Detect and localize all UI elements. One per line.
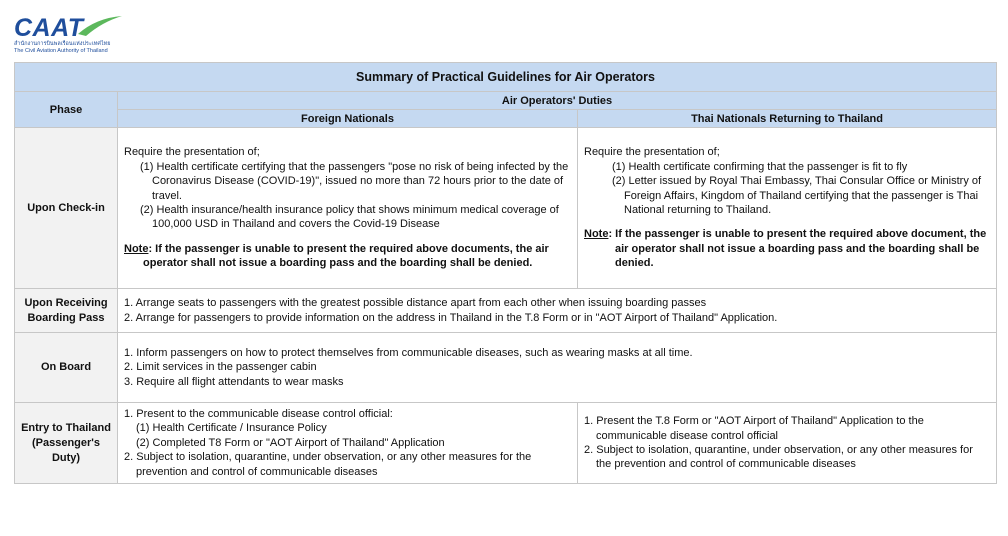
- note-text: : If the passenger is unable to present the required above document, the air operator shall not issue a boarding pass and the boarding shall be denied.: [608, 228, 987, 270]
- thai-nationals-header: Thai Nationals Returning to Thailand: [578, 110, 997, 128]
- onboard-item-3: 3. Require all flight attendants to wear masks: [124, 375, 344, 388]
- duties-header: Air Operators' Duties: [118, 92, 997, 110]
- entry-thai-cell: [578, 403, 997, 484]
- boarding-item-2: 2. Arrange for passengers to provide information on the address in Thailand in the T.8 Form or in "AOT Airport of Thailand" Application.: [124, 311, 778, 324]
- table-row-onboard: [15, 333, 997, 403]
- checkin-foreign-note: [124, 242, 571, 271]
- logo-subtitle-english: The Civil Aviation Authority of Thailand: [14, 48, 108, 54]
- table-title: Summary of Practical Guidelines for Air Operators: [15, 63, 997, 92]
- logo-wordmark: CAAT: [14, 14, 84, 42]
- header-row-1: [15, 92, 997, 110]
- onboard-item-1: 1. Inform passengers on how to protect themselves from communicable diseases, such as wearing masks at all time.: [124, 346, 693, 359]
- onboard-cell: [118, 333, 997, 403]
- phase-boarding: Upon Receiving Boarding Pass: [15, 289, 118, 333]
- entry-foreign-item-1: 1. Present to the communicable disease control official:: [124, 408, 393, 420]
- logo-subtitle: [14, 41, 110, 55]
- note-label: Note: [584, 228, 609, 241]
- boarding-cell: [118, 289, 997, 333]
- checkin-thai-intro: Require the presentation of;: [584, 146, 720, 159]
- note-label: Note: [124, 242, 149, 255]
- table-row-entry: [15, 403, 997, 484]
- entry-foreign-item-2: 2. Subject to isolation, quarantine, under observation, or any other measures for the prevention and control of communicable diseases: [124, 451, 532, 478]
- entry-thai-item-2: 2. Subject to isolation, quarantine, under observation, or any other measures for the prevention and control of communicable diseases: [584, 444, 973, 471]
- checkin-thai-item-1: (1) Health certificate confirming that the passenger is fit to fly: [612, 160, 908, 173]
- caat-logo: [14, 16, 124, 56]
- entry-foreign-sub-2: (2) Completed T8 Form or "AOT Airport of Thailand" Application: [136, 436, 445, 449]
- phase-onboard: On Board: [15, 333, 118, 403]
- checkin-foreign-cell: [118, 128, 578, 289]
- entry-foreign-cell: [118, 403, 578, 484]
- checkin-thai-cell: [578, 128, 997, 289]
- entry-foreign-sub-1: (1) Health Certificate / Insurance Policy: [136, 422, 327, 435]
- header-row-2: [15, 110, 997, 128]
- checkin-thai-note: [584, 227, 990, 270]
- table-row-checkin: [15, 128, 997, 289]
- logo-subtitle-thai: สำนักงานการบินพลเรือนแห่งประเทศไทย: [14, 41, 111, 47]
- boarding-item-1: 1. Arrange seats to passengers with the greatest possible distance apart from each other when issuing boarding passes: [124, 297, 707, 310]
- phase-entry: Entry to Thailand (Passenger's Duty): [15, 403, 118, 484]
- checkin-foreign-item-1: (1) Health certificate certifying that the passengers "pose no risk of being infected by the Coronavirus Disease (COVID-19)", issued no more than 72 hours prior to the date of travel.: [140, 160, 569, 202]
- checkin-foreign-item-2: (2) Health insurance/health insurance policy that shows minimum medical coverage of 100,000 USD in Thailand and covers the Covid-19 Disease: [140, 204, 559, 231]
- note-text: : If the passenger is unable to present the required above documents, the air operator shall not issue a boarding pass and the boarding shall be denied.: [143, 242, 549, 270]
- table-row-boarding: [15, 289, 997, 333]
- phase-header: Phase: [15, 92, 118, 128]
- phase-checkin: Upon Check-in: [15, 128, 118, 289]
- title-row: [15, 63, 997, 92]
- checkin-thai-item-2: (2) Letter issued by Royal Thai Embassy, Thai Consular Office or Ministry of Foreign Affairs, Kingdom of Thailand certifying that the passenger is Thai National returning to Thailand.: [612, 175, 982, 216]
- logo-swoosh-icon: [76, 14, 124, 38]
- guidelines-table: [14, 62, 997, 484]
- foreign-nationals-header: Foreign Nationals: [118, 110, 578, 128]
- entry-thai-item-1: 1. Present the T.8 Form or "AOT Airport of Thailand" Application to the communicable disease control official: [584, 415, 924, 442]
- checkin-foreign-intro: Require the presentation of;: [124, 146, 260, 159]
- onboard-item-2: 2. Limit services in the passenger cabin: [124, 361, 317, 374]
